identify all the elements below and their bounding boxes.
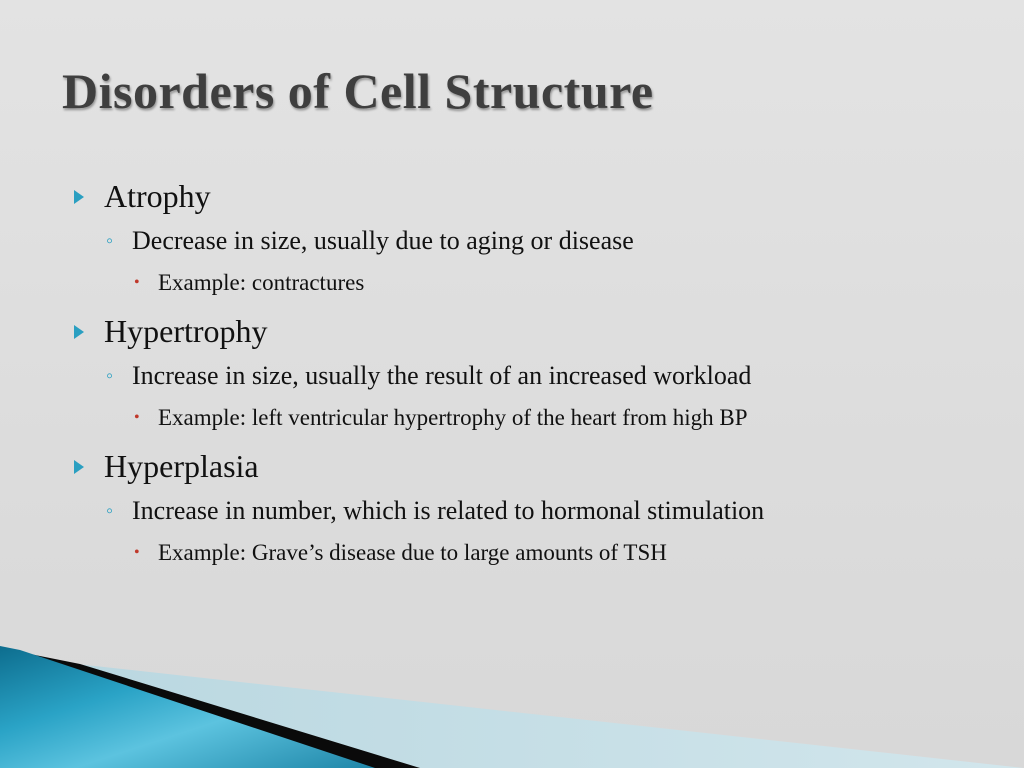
bullet-text: Hyperplasia [104,448,259,484]
sub-bullet-text: Increase in size, usually the result of an increased workload [132,361,752,390]
dot-bullet-icon: • [134,274,140,291]
circle-bullet-icon: ◦ [106,500,114,522]
sub-bullet-text: Increase in number, which is related to hormonal stimulation [132,496,765,525]
circle-bullet-icon: ◦ [106,365,114,387]
example-text: Example: Grave’s disease due to large amounts of TSH [158,540,667,565]
example-text: Example: contractures [158,270,365,295]
dot-bullet-icon: • [134,544,140,561]
dot-bullet-icon: • [134,409,140,426]
slide-title: Disorders of Cell Structure [62,63,654,119]
circle-bullet-icon: ◦ [106,230,114,252]
sub-bullet-text: Decrease in size, usually due to aging or disease [132,226,634,255]
example-text: Example: left ventricular hypertrophy of the heart from high BP [158,405,748,430]
bullet-text: Atrophy [104,178,211,214]
bullet-text: Hypertrophy [104,313,268,349]
